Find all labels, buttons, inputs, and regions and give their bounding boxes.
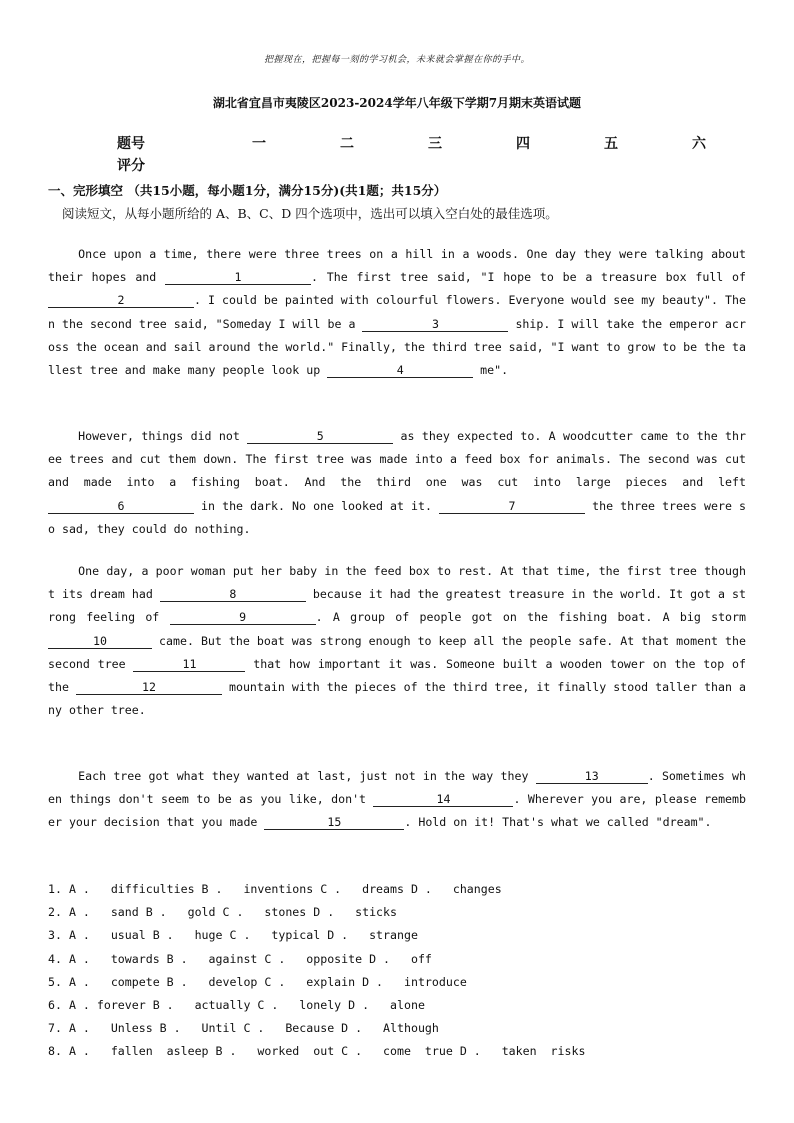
score-label-number: 题号 [117,136,145,152]
passage-paragraph-1 [48,243,746,382]
score-col-3: 三 [428,136,442,152]
passage-text: Each tree got what they wanted at last, just not in the way they [78,769,536,783]
question-list [48,878,585,1064]
passage-text: . I could be painted with colourful flowers. Everyone would see my beauty". Then the second tree said, "Someday I will be a [48,293,746,331]
passage-paragraph-3 [48,560,746,722]
section-heading: 一、完形填空 （共15小题，每小题1分，满分15分)(共1题；共15分） [48,183,447,198]
blank-8: 8 [160,587,306,602]
blank-11: 11 [133,657,245,672]
page-title: 湖北省宜昌市夷陵区2023-2024学年八年级下学期7月期末英语试题 [212,96,582,110]
question-6-options: 6. A . forever B . actually C . lonely D . alone [48,997,425,1012]
blank-7: 7 [439,499,585,514]
score-label-score: 评分 [117,158,145,174]
passage-paragraph-4 [48,765,746,835]
score-row-number [117,133,757,155]
passage-text: me". [473,363,509,378]
question-8-options: 8. A . fallen asleep B . worked out C . come true D . taken risks [48,1044,586,1059]
blank-6: 6 [48,499,194,514]
blank-3: 3 [362,317,508,332]
question-5-options: 5. A . compete B . develop C . explain D . introduce [48,974,467,989]
passage-text: because it had the greatest treasure in the world. It got a strong feeling of [48,587,746,625]
score-col-1: 一 [252,136,266,152]
blank-13: 13 [536,769,648,784]
score-table [117,133,757,177]
passage-text: Once upon a time, there were three trees on a hill in a woods. One day they were talking about their hopes and [48,247,746,285]
question-4-options: 4. A . towards B . against C . opposite D . off [48,951,432,966]
blank-5: 5 [247,429,393,444]
question-1-options: 1. A . difficulties B . inventions C . dreams D . changes [48,882,502,896]
blank-10: 10 [48,634,152,649]
score-row-score [117,155,757,177]
passage-text: . The first tree said, "I hope to be a treasure box full of [311,270,746,285]
score-col-5: 五 [604,136,618,152]
motto: 把握现在，把握每一刻的学习机会，未来就会掌握在你的手中。 [263,55,530,65]
blank-2: 2 [48,293,194,308]
passage-text: . Wherever you are, please remember your decision that you made [48,792,746,830]
question-3-options: 3. A . usual B . huge C . typical D . strange [48,928,418,943]
passage-text: . Sometimes when things don't seem to be as you like, don't [48,769,746,807]
score-col-4: 四 [516,136,530,152]
blank-1: 1 [165,270,311,285]
passage-text: . Hold on it! That's what we called "dream". [404,815,712,830]
section-instruction: 阅读短文，从每小题所给的 A、B、C、D 四个选项中，选出可以填入空白处的最佳选项。 [62,206,558,221]
passage-text: as they expected to. A woodcutter came to the three trees and cut them down. The first tree was made into a feed box for animals. The second was cut and made into a fishing boat. And the third one was cut into large pieces and left [48,429,746,490]
question-2-options: 2. A . sand B . gold C . stones D . sticks [48,905,398,920]
score-col-6: 六 [692,136,706,152]
passage-text: came. But the boat was strong enough to keep all the people safe. At that moment the second tree [48,633,746,671]
passage-paragraph-2 [48,425,746,541]
passage-text: mountain with the pieces of the third tree, it finally stood taller than any other tree. [48,680,746,718]
passage-text: However, things did not [78,429,248,443]
blank-14: 14 [373,792,513,807]
blank-9: 9 [170,610,316,625]
blank-4: 4 [327,363,473,378]
passage-text: . A group of people got on the fishing boat. A big storm [315,610,746,625]
passage-text: the three trees were so sad, they could do nothing. [48,498,746,536]
score-col-2: 二 [340,136,354,152]
passage-text: ship. I will take the emperor across the ocean and sail around the world." Finally, the third tree said, "I want to grow to be the tallest tree and make many people look up [48,316,747,378]
passage-text: that how important it was. Someone built a wooden tower on the top of the [48,656,746,695]
blank-12: 12 [76,680,222,695]
passage-text: One day, a poor woman put her baby in the feed box to rest. At that time, the first tree thought its dream had [48,564,746,602]
question-7-options: 7. A . Unless B . Until C . Because D . Although [48,1021,439,1036]
passage-text: in the dark. No one looked at it. [194,498,440,513]
blank-15: 15 [264,815,404,830]
